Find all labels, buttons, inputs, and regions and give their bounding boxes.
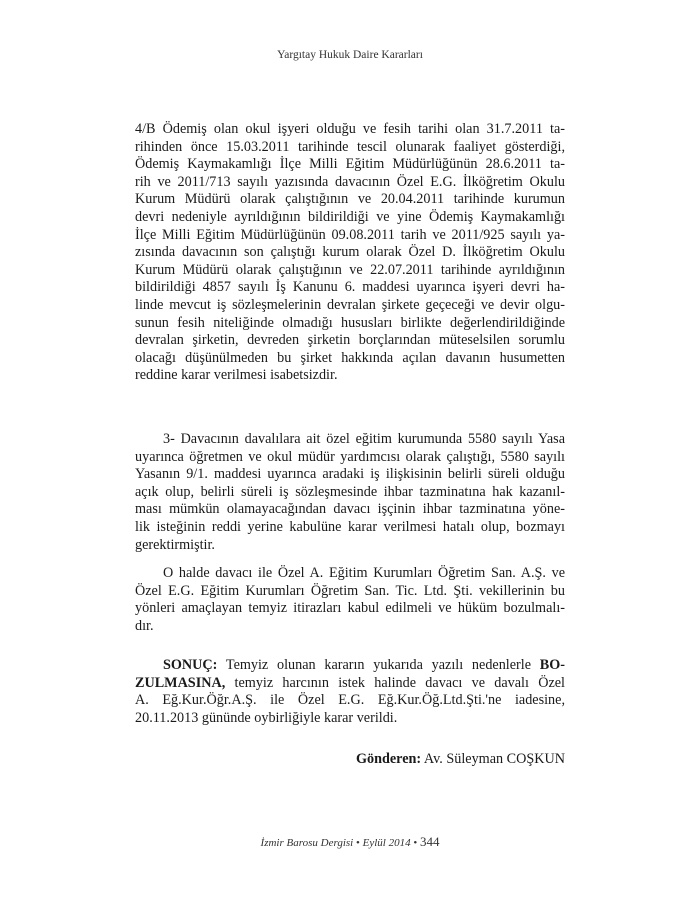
- text-line: gerektirmiştir.: [135, 536, 215, 553]
- text-line: Kurum Müdürü olarak çalıştığının ve 22.07.2011 tarihinde ayrıldığının: [135, 261, 565, 278]
- text-line: açık olup, belirli süreli iş sözleşmesinde ihbar tazminatına hak kazanıl-: [135, 483, 565, 500]
- paragraph-1: [135, 121, 565, 385]
- sender-name: Av. Süleyman COŞKUN: [423, 751, 565, 767]
- text-line: yönleri amaçlayan temyiz itirazları kabul edilmeli ve hüküm bozulmalı-: [135, 600, 565, 617]
- text-line: devri nedeniyle ayrıldığının bildirildiği ve yine Ödemiş Kaymakamlığı: [135, 208, 565, 225]
- result-text: Temyiz olunan kararın yukarıda yazılı nedenlerle: [225, 657, 532, 673]
- result-paragraph: [135, 657, 565, 727]
- text-line: ması mümkün olamayacağından davacı işçinin ihbar tazminatına yöne-: [135, 501, 565, 518]
- result-bold: BO-: [539, 657, 565, 673]
- text-line: reddine karar verilmesi isabetsizdir.: [135, 367, 338, 384]
- text-line: 3- Davacının davalılara ait özel eğitim kurumunda 5580 sayılı Yasa: [163, 431, 565, 447]
- text-line: bildirildiği 4857 sayılı İş Kanunu 6. maddesi uyarınca işyeri devri ha-: [135, 279, 565, 296]
- paragraph-2: [135, 431, 565, 554]
- issue-date: Eylül 2014: [362, 837, 411, 849]
- separator: •: [356, 837, 360, 849]
- text-line: Özel E.G. Eğitim Kurumları Öğretim San. Tic. Ltd. Şti. vekillerinin bu: [135, 582, 565, 599]
- text-line: lik isteğinin reddi yerine kabulüne karar verilmesi hatalı olup, bozmayı: [135, 518, 565, 535]
- paragraph-3: [135, 565, 565, 635]
- page-number: 344: [419, 834, 440, 849]
- text-line: O halde davacı ile Özel A. Eğitim Kurumları Öğretim San. A.Ş. ve: [163, 565, 565, 581]
- text-line: dır.: [135, 617, 154, 634]
- result-line: 20.11.2013 gününde oybirliğiyle karar verildi.: [135, 709, 398, 726]
- text-line: linde mevcut iş sözleşmelerinin devralan şirkete geçeceği ve devir olgu-: [135, 296, 565, 313]
- running-header: Yargıtay Hukuk Daire Kararları: [277, 49, 423, 61]
- text-line: devralan şirketin, devreden şirketin borçlarından müteselsilen sorumlu: [135, 332, 565, 349]
- result-line: [135, 657, 565, 675]
- result-line: [135, 675, 565, 693]
- text-line: rihinden önce 15.03.2011 tarihinde tescil olunarak faaliyet gösterdiği,: [135, 138, 565, 155]
- result-text: temyiz harcının istek halinde davacı ve davalı Özel: [234, 674, 565, 691]
- sender: [135, 751, 565, 769]
- text-line: 4/B Ödemiş olan okul işyeri olduğu ve fesih tarihi olan 31.7.2011 ta-: [135, 121, 565, 137]
- result-label: SONUÇ:: [163, 657, 218, 673]
- text-line: Kurum Müdürü olarak çalıştığının ve 20.04.2011 tarihinde kurumun: [135, 191, 565, 208]
- text-line: uyarınca öğretmen ve okul müdür yardımcısı olarak çalıştığı, 5580 sayılı: [135, 448, 565, 465]
- page-footer: [0, 834, 700, 850]
- text-line: İlçe Milli Eğitim Müdürlüğünün 09.08.2011 tarih ve 2011/925 sayılı ya-: [135, 226, 565, 243]
- sender-label: Gönderen:: [355, 751, 422, 767]
- separator: •: [413, 837, 418, 849]
- text-line: Yasanın 9/1. maddesi uyarınca aradaki iş ilişkisinin belirli süreli olduğu: [135, 466, 565, 483]
- result-bold: ZULMASINA,: [135, 674, 226, 691]
- text-line: olacağı düşünülmeden bu şirket hakkında açılan davanın husumetten: [135, 349, 565, 366]
- text-line: rih ve 2011/713 sayılı yazısında davacının Özel E.G. İlköğretim Okulu: [135, 173, 565, 190]
- journal-name: İzmir Barosu Dergisi: [260, 837, 354, 849]
- result-line: A. Eğ.Kur.Öğr.A.Ş. ile Özel E.G. Eğ.Kur.Öğ.Ltd.Şti.'ne iadesine,: [135, 692, 565, 709]
- text-line: sunun fesih niteliğinde olmadığı hususları birlikte değerlendirildiğinde: [135, 314, 565, 331]
- text-line: zısında davacının son çalıştığı kurum olarak Özel D. İlköğretim Okulu: [135, 244, 565, 261]
- text-line: Ödemiş Kaymakamlığı İlçe Milli Eğitim Müdürlüğünün 28.6.2011 ta-: [135, 156, 565, 173]
